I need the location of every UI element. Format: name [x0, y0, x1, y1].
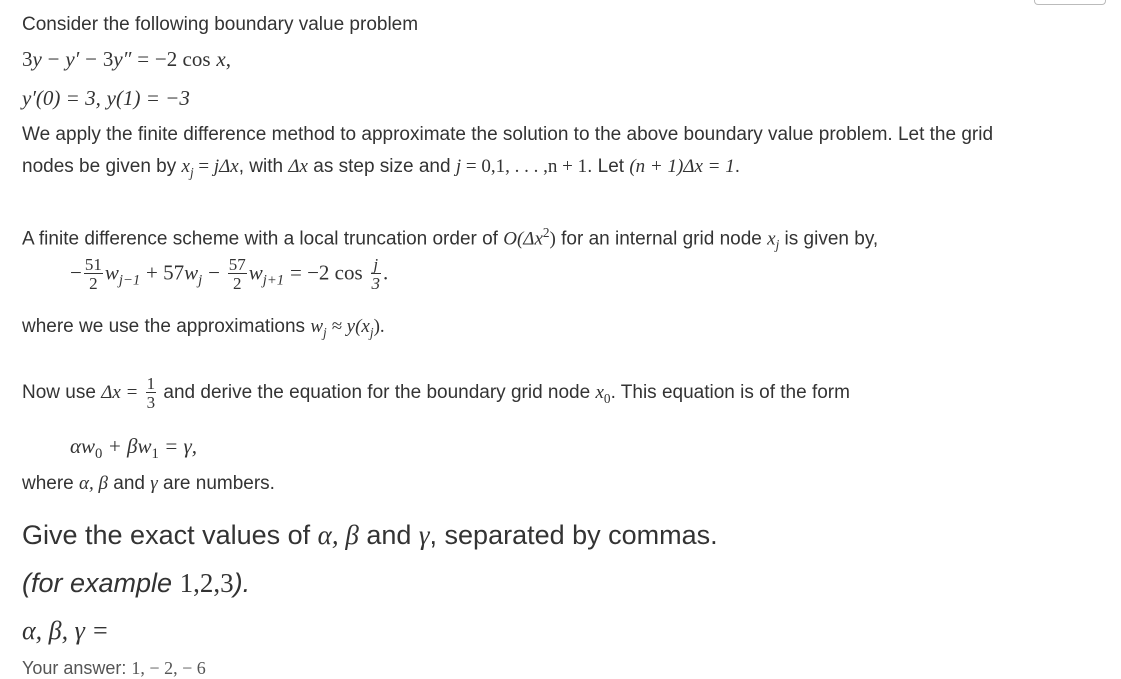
question-prompt: Give the exact values of α, β and γ, separated by commas.: [22, 520, 718, 550]
your-answer: Your answer: 1, − 2, − 6: [22, 658, 206, 678]
boundary-instructions: Now use Δx = $\frac{1}{3}$ and derive the equation for the boundary grid node $x_0$. This equation is of the form: [22, 374, 850, 412]
method-line-1: We apply the finite difference method to approximate the solution to the above boundary value problem. Let the grid: [22, 124, 994, 145]
fraction-51-2: $\frac{51}{2}$: [84, 255, 102, 293]
boundary-where: where α, β and γ are numbers.: [22, 473, 275, 494]
fraction-57-2: $\frac{57}{2}$: [228, 255, 246, 293]
ode-equation: 3y − y′ − 3y″ = −2 cos x,: [22, 47, 231, 71]
answer-label: α, β, γ =: [22, 616, 109, 645]
fraction-j-3: $\frac{j}{3}$: [371, 255, 381, 293]
intro-text: Consider the following boundary value problem: [22, 14, 419, 35]
scheme-where: where we use the approximations $w_j \approx y(x_j)$.: [22, 316, 385, 340]
question-example: (for example 1,2,3).: [22, 568, 251, 598]
scheme-intro: A finite difference scheme with a local truncation order of $O(\Delta x^2)$ for an internal grid node $x_j$ is given by,: [22, 225, 879, 253]
method-line-2: nodes be given by $x_j = j\Delta x$, with Δx as step size and j = 0,1, . . . ,n + 1. Let (n + 1)Δx = 1.: [22, 156, 741, 180]
top-right-tab: [1034, 0, 1106, 5]
fraction-1-3: $\frac{1}{3}$: [146, 374, 156, 412]
answer-value: 1, − 2, − 6: [131, 658, 206, 678]
boundary-form: $\alpha w_0 + \beta w_1 = \gamma$,: [70, 434, 198, 463]
boundary-conditions: y′(0) = 3, y(1) = −3: [22, 86, 190, 110]
scheme-equation: − $\frac{51}{2}$ $w_{j-1} + 57w_j$ − $\frac{57}{2}$ $w_{j+1} = -2$ cos $\frac{j}{3}$ .: [70, 255, 389, 293]
